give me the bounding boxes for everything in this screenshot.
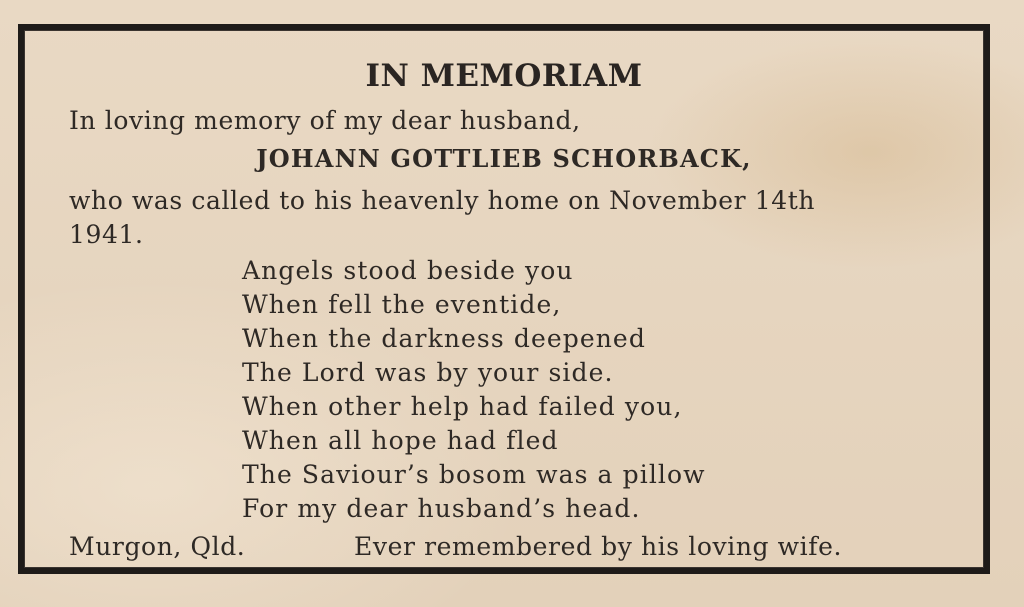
deceased-name: JOHANN GOTTLIEB SCHORBACK,	[256, 144, 752, 173]
verse-line: For my dear husband’s head.	[242, 494, 641, 523]
memorial-verse	[242, 254, 706, 526]
verse-line: Angels stood beside you	[242, 256, 574, 285]
intro-line: In loving memory of my dear husband,	[69, 106, 581, 135]
place-line: Murgon, Qld.	[69, 532, 246, 561]
verse-line: When the darkness deepened	[242, 324, 646, 353]
notice-title: IN MEMORIAM	[365, 58, 643, 94]
year-line: 1941.	[69, 220, 144, 249]
called-home-line: who was called to his heavenly home on November 14th	[69, 186, 816, 215]
memoriam-notice	[18, 24, 990, 574]
verse-line: The Saviour’s bosom was a pillow	[242, 460, 706, 489]
verse-line: When all hope had fled	[242, 426, 559, 455]
verse-line: When fell the eventide,	[242, 290, 562, 319]
verse-line: The Lord was by your side.	[242, 358, 614, 387]
verse-line: When other help had failed you,	[242, 392, 683, 421]
signoff-line: Ever remembered by his loving wife.	[354, 532, 843, 561]
